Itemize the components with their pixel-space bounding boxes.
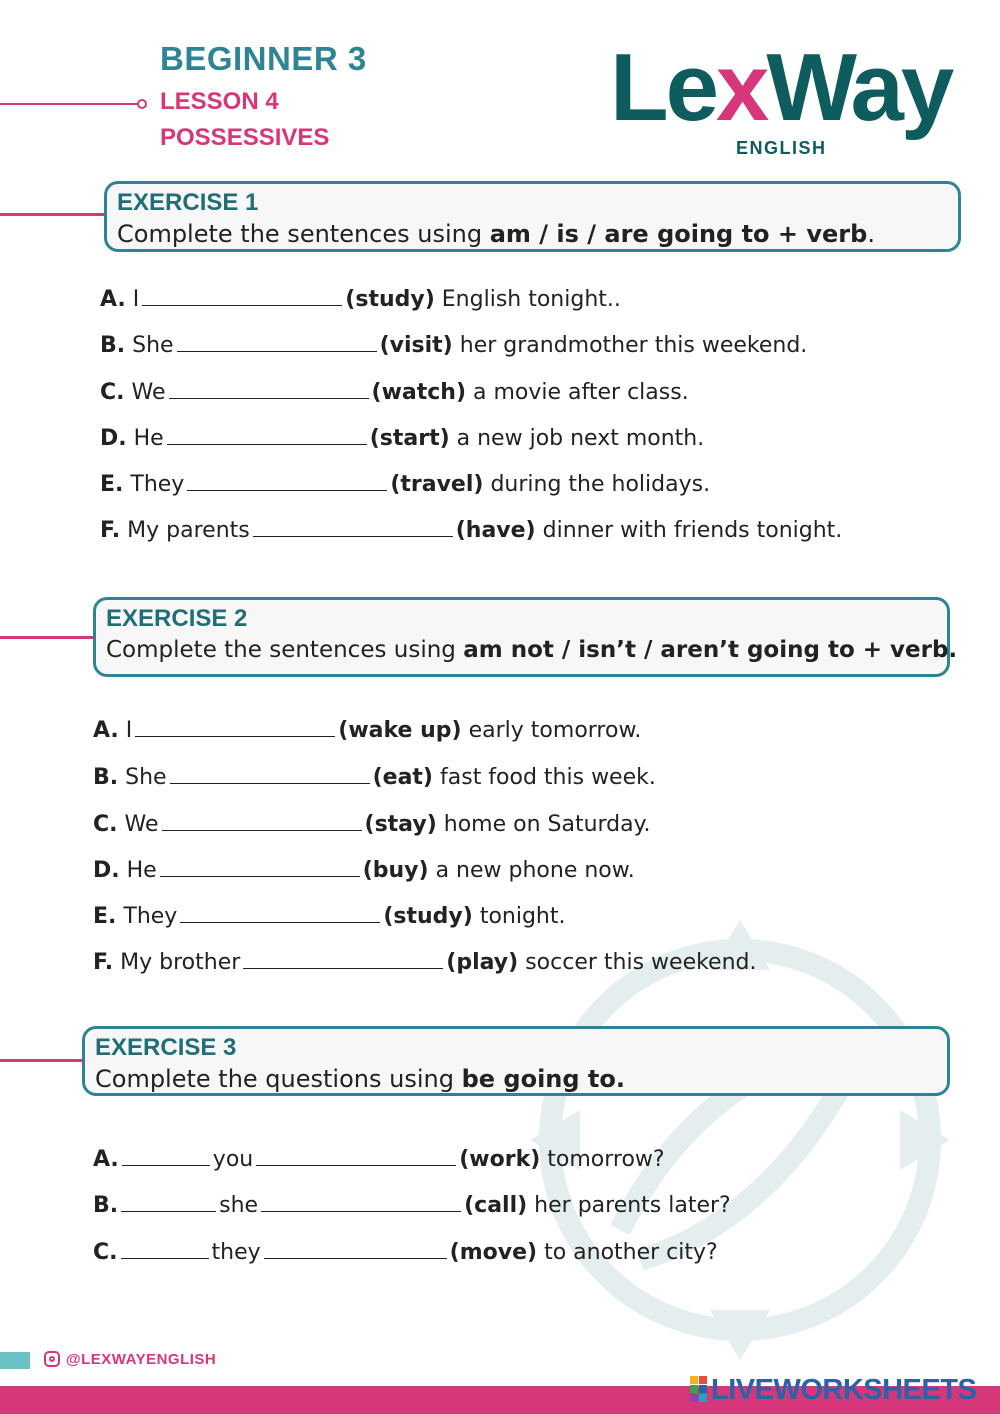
- logo-subtitle: ENGLISH: [736, 138, 827, 158]
- lexway-logo: [608, 30, 968, 170]
- exercise-1-header: [104, 181, 961, 252]
- answer-blank[interactable]: [187, 469, 387, 491]
- exercise-1-item-a: A. I (study) English tonight..: [100, 284, 621, 315]
- exercise-3-instruction: Complete the questions using be going to.: [95, 1065, 625, 1093]
- liveworksheets-text: LIVEWORKSHEETS: [711, 1374, 977, 1406]
- answer-blank[interactable]: [169, 377, 369, 399]
- lesson-number: LESSON 4: [160, 88, 279, 115]
- instagram-handle[interactable]: @LEXWAYENGLISH: [44, 1351, 216, 1368]
- lesson-topic: POSSESSIVES: [160, 124, 330, 151]
- answer-blank[interactable]: [253, 515, 453, 537]
- exercise-1-item-d: D. He (start) a new job next month.: [100, 423, 704, 454]
- answer-blank[interactable]: [264, 1237, 447, 1259]
- answer-blank[interactable]: [142, 284, 342, 306]
- exercise-1-item-b: B. She (visit) her grandmother this weekend.: [100, 330, 807, 361]
- exercise-2-accent-line: [0, 636, 100, 639]
- exercise-1-item-f: F. My parents (have) dinner with friends tonight.: [100, 515, 842, 546]
- exercise-3-header: [82, 1026, 950, 1096]
- answer-blank[interactable]: [160, 855, 360, 877]
- liveworksheets-icon: [690, 1376, 708, 1402]
- exercise-2-title: EXERCISE 2: [106, 605, 248, 632]
- exercise-3-item-c: C. they (move) to another city?: [93, 1237, 718, 1268]
- course-level: BEGINNER 3: [160, 40, 367, 77]
- answer-blank[interactable]: [121, 1190, 216, 1212]
- answer-blank[interactable]: [261, 1190, 461, 1212]
- answer-blank[interactable]: [180, 901, 380, 923]
- exercise-2-item-c: C. We (stay) home on Saturday.: [93, 809, 651, 840]
- answer-blank[interactable]: [121, 1237, 209, 1259]
- exercise-2-header: [93, 597, 958, 677]
- answer-blank[interactable]: [135, 715, 335, 737]
- answer-blank[interactable]: [177, 330, 377, 352]
- answer-blank[interactable]: [170, 762, 370, 784]
- exercise-2-item-f: F. My brother (play) soccer this weekend.: [93, 947, 757, 978]
- answer-blank[interactable]: [122, 1144, 210, 1166]
- exercise-3-item-b: B. she (call) her parents later?: [93, 1190, 731, 1221]
- exercise-1-instruction: Complete the sentences using am / is / are going to + verb.: [117, 220, 875, 248]
- exercise-2-item-a: A. I (wake up) early tomorrow.: [93, 715, 641, 746]
- exercise-1-item-c: C. We (watch) a movie after class.: [100, 377, 689, 408]
- exercise-3-item-a: A. you (work) tomorrow?: [93, 1144, 665, 1175]
- exercise-3-title: EXERCISE 3: [95, 1034, 237, 1061]
- svg-text:LexWay: LexWay: [610, 34, 952, 141]
- header-accent-dot: [137, 99, 147, 109]
- exercise-1-item-e: E. They (travel) during the holidays.: [100, 469, 710, 500]
- exercise-3-accent-line: [0, 1059, 88, 1062]
- answer-blank[interactable]: [243, 947, 443, 969]
- answer-blank[interactable]: [256, 1144, 456, 1166]
- exercise-2-item-b: B. She (eat) fast food this week.: [93, 762, 656, 793]
- header-accent-line: [0, 103, 140, 105]
- liveworksheets-logo[interactable]: [690, 1374, 976, 1407]
- answer-blank[interactable]: [162, 809, 362, 831]
- exercise-1-accent-line: [0, 213, 110, 216]
- exercise-2-item-d: D. He (buy) a new phone now.: [93, 855, 635, 886]
- footer-accent-block: [0, 1352, 30, 1369]
- exercise-2-instruction: Complete the sentences using am not / isn’t / aren’t going to + verb.: [106, 637, 958, 663]
- answer-blank[interactable]: [167, 423, 367, 445]
- exercise-2-item-e: E. They (study) tonight.: [93, 901, 565, 932]
- exercise-1-title: EXERCISE 1: [117, 189, 259, 216]
- instagram-icon: [44, 1351, 60, 1367]
